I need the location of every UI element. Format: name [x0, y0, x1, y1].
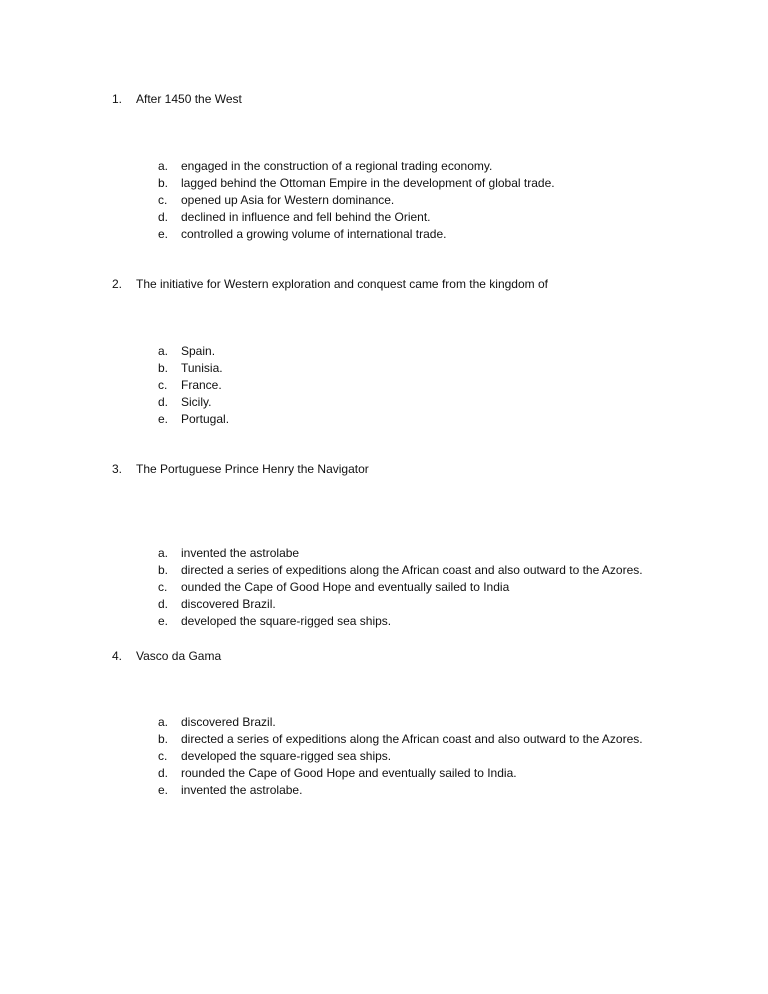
option-letter: b.	[158, 732, 169, 746]
option-text: Sicily.	[181, 395, 212, 409]
option-e	[0, 411, 768, 428]
option-text: opened up Asia for Western dominance.	[181, 193, 395, 207]
option-e	[0, 613, 768, 630]
option-text: discovered Brazil.	[181, 715, 276, 729]
option-text: rounded the Cape of Good Hope and eventually sailed to India.	[181, 766, 517, 780]
question-number: 4.	[112, 649, 123, 663]
option-list	[0, 343, 768, 428]
question-text: The initiative for Western exploration and conquest came from the kingdom of	[136, 277, 548, 291]
option-e	[0, 782, 768, 799]
option-text: developed the square-rigged sea ships.	[181, 749, 392, 763]
option-letter: c.	[158, 378, 168, 392]
option-text: ounded the Cape of Good Hope and eventually sailed to India	[181, 580, 510, 594]
option-b	[0, 731, 768, 748]
option-text: France.	[181, 378, 222, 392]
option-a	[0, 714, 768, 731]
option-letter: b.	[158, 176, 169, 190]
question-text: The Portuguese Prince Henry the Navigator	[136, 462, 369, 476]
option-letter: a.	[158, 546, 169, 560]
question-number: 2.	[112, 277, 123, 291]
option-list	[0, 158, 768, 243]
question-number: 3.	[112, 462, 123, 476]
option-b	[0, 175, 768, 192]
option-list	[0, 545, 768, 630]
option-a	[0, 545, 768, 562]
option-letter: a.	[158, 344, 169, 358]
option-text: declined in influence and fell behind the Orient.	[181, 210, 431, 224]
option-c	[0, 377, 768, 394]
option-letter: e.	[158, 227, 169, 241]
option-text: invented the astrolabe	[181, 546, 300, 560]
option-e	[0, 226, 768, 243]
question-number: 1.	[112, 92, 123, 106]
option-text: developed the square-rigged sea ships.	[181, 614, 392, 628]
option-letter: b.	[158, 361, 169, 375]
option-a	[0, 343, 768, 360]
option-letter: d.	[158, 395, 169, 409]
option-letter: e.	[158, 783, 169, 797]
option-letter: c.	[158, 193, 168, 207]
question-text: Vasco da Gama	[136, 649, 222, 663]
option-text: controlled a growing volume of international trade.	[181, 227, 447, 241]
option-letter: d.	[158, 766, 169, 780]
option-d	[0, 765, 768, 782]
option-letter: e.	[158, 412, 169, 426]
option-text: discovered Brazil.	[181, 597, 276, 611]
option-text: lagged behind the Ottoman Empire in the development of global trade.	[181, 176, 555, 190]
option-letter: a.	[158, 159, 169, 173]
option-a	[0, 158, 768, 175]
option-d	[0, 596, 768, 613]
option-b	[0, 562, 768, 579]
option-text: engaged in the construction of a regional trading economy.	[181, 159, 493, 173]
option-text: Spain.	[181, 344, 216, 358]
option-c	[0, 579, 768, 596]
option-letter: a.	[158, 715, 169, 729]
option-text: directed a series of expeditions along the African coast and also outward to the Azores.	[181, 732, 643, 746]
question-text: After 1450 the West	[136, 92, 242, 106]
option-d	[0, 209, 768, 226]
option-letter: c.	[158, 749, 168, 763]
option-list	[0, 714, 768, 799]
option-letter: e.	[158, 614, 169, 628]
option-letter: c.	[158, 580, 168, 594]
option-letter: d.	[158, 210, 169, 224]
option-text: directed a series of expeditions along the African coast and also outward to the Azores.	[181, 563, 643, 577]
option-letter: d.	[158, 597, 169, 611]
option-letter: b.	[158, 563, 169, 577]
option-text: Tunisia.	[181, 361, 223, 375]
option-text: Portugal.	[181, 412, 230, 426]
option-c	[0, 192, 768, 209]
option-b	[0, 360, 768, 377]
option-d	[0, 394, 768, 411]
option-text: invented the astrolabe.	[181, 783, 303, 797]
option-c	[0, 748, 768, 765]
